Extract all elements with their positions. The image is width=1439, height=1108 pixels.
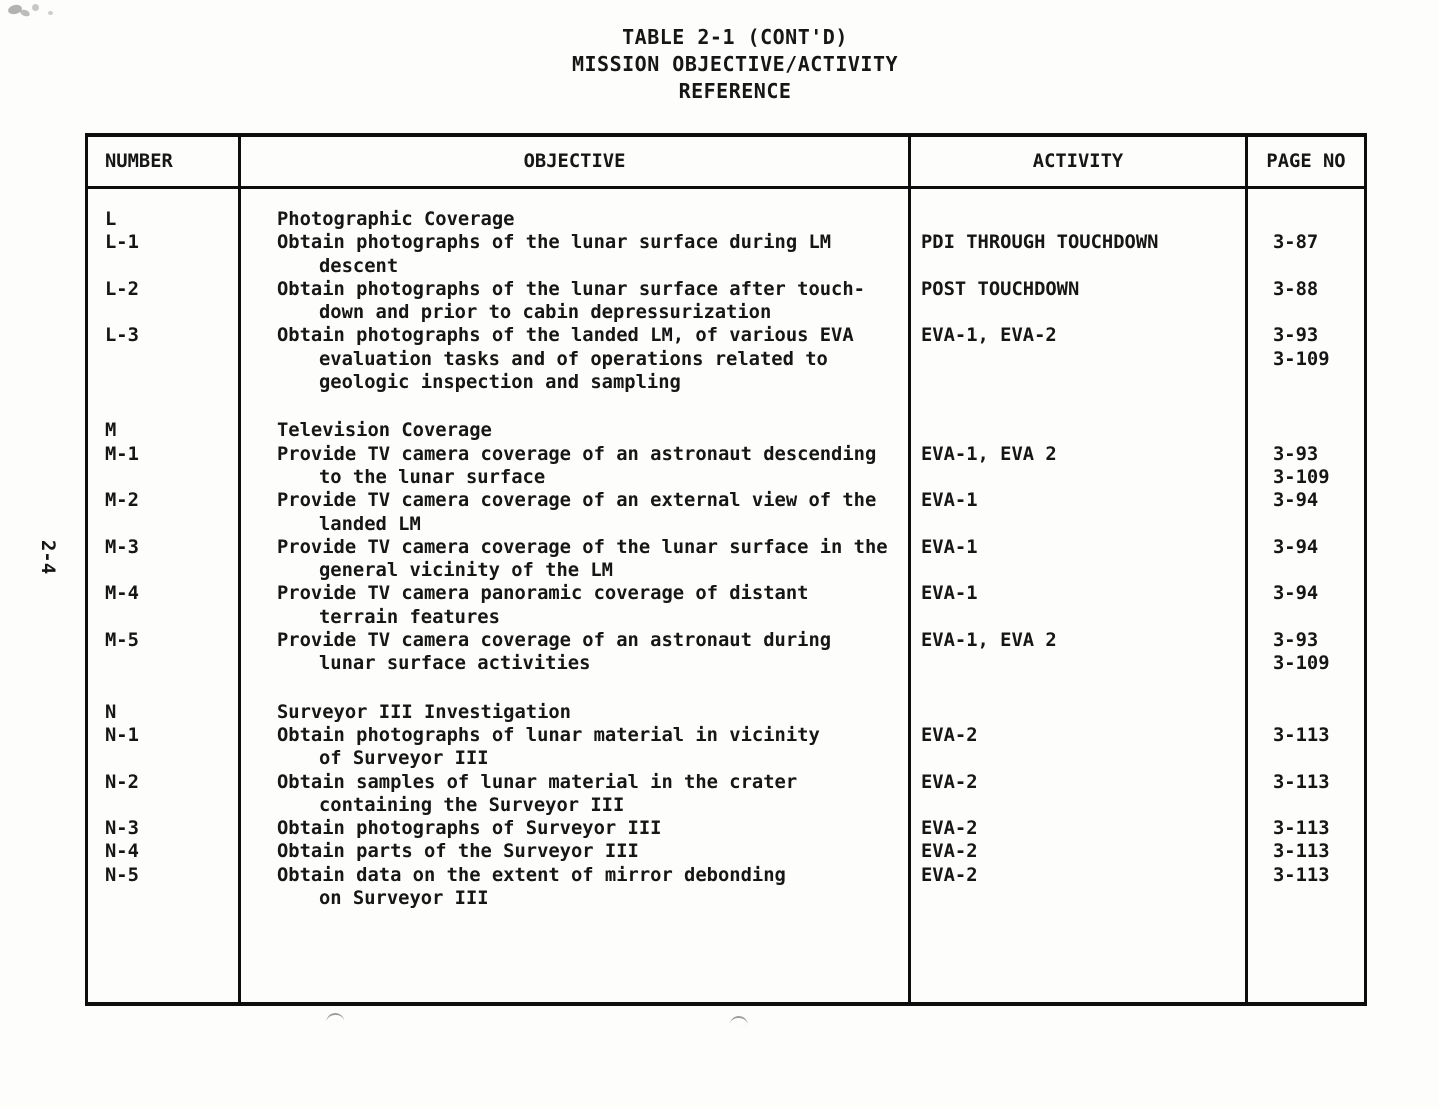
- objective-line: Obtain samples of lunar material in the crater: [277, 771, 798, 793]
- row-number: N-3: [105, 818, 139, 840]
- page-number: 3-87: [1273, 232, 1319, 254]
- row-number: L-2: [105, 278, 139, 300]
- row-number: N-2: [105, 771, 139, 793]
- table-row: [88, 864, 1364, 911]
- table-row: [88, 278, 1364, 325]
- objective-line: evaluation tasks and of operations related to: [319, 348, 828, 370]
- activity-value: EVA-1: [921, 583, 978, 605]
- table-row: [88, 231, 1364, 278]
- section-spacer: [88, 394, 1364, 419]
- page-number: 3-94: [1273, 583, 1319, 605]
- page-number: 3-109: [1273, 348, 1330, 370]
- objective-line: terrain features: [319, 606, 500, 628]
- row-number: L-1: [105, 232, 139, 254]
- page-number: 3-109: [1273, 653, 1330, 675]
- objective-line: of Surveyor III: [319, 748, 489, 770]
- activity-value: EVA-2: [921, 841, 978, 863]
- scan-smudge: [6, 2, 66, 24]
- table-header-row: [88, 137, 1364, 189]
- title-line-3: REFERENCE: [678, 79, 792, 103]
- row-number: N-5: [105, 864, 139, 886]
- objective-line: containing the Surveyor III: [319, 794, 625, 816]
- objective-line: Obtain photographs of lunar material in vicinity: [277, 724, 820, 746]
- activity-value: POST TOUCHDOWN: [921, 278, 1080, 300]
- table-row: [88, 817, 1364, 840]
- activity-value: EVA-2: [921, 771, 978, 793]
- objective-line: Photographic Coverage: [277, 209, 515, 230]
- page-number: 3-94: [1273, 490, 1319, 512]
- table-row: [88, 536, 1364, 583]
- table-row: [88, 629, 1364, 676]
- objective-line: Obtain parts of the Surveyor III: [277, 841, 639, 863]
- objective-line: Provide TV camera coverage of an astronaut during: [277, 630, 832, 652]
- row-number: M: [105, 420, 117, 442]
- row-number: N-4: [105, 841, 139, 863]
- row-number: M-1: [105, 443, 139, 465]
- page-number: 3-113: [1273, 771, 1330, 793]
- objective-line: Provide TV camera coverage of the lunar surface in the: [277, 536, 888, 558]
- table-row: [88, 189, 1364, 231]
- row-number: L: [105, 209, 117, 230]
- activity-value: PDI THROUGH TOUCHDOWN: [921, 232, 1159, 254]
- activity-value: EVA-2: [921, 818, 978, 840]
- page-number: 3-113: [1273, 818, 1330, 840]
- table-row: [88, 443, 1364, 490]
- row-number: L-3: [105, 325, 139, 347]
- page-number: 3-94: [1273, 536, 1319, 558]
- activity-value: EVA-1, EVA 2: [921, 443, 1057, 465]
- table-row: [88, 724, 1364, 771]
- row-number: M-2: [105, 490, 139, 512]
- objective-line: Television Coverage: [277, 420, 492, 442]
- table-body: [88, 189, 1364, 1002]
- objective-line: descent: [319, 255, 399, 277]
- row-number: N: [105, 701, 117, 723]
- table-empty-space: [88, 910, 1364, 1002]
- page-number: 3-93: [1273, 325, 1319, 347]
- objective-line: Obtain photographs of the landed LM, of various EVA: [277, 325, 854, 347]
- activity-value: EVA-1, EVA-2: [921, 325, 1057, 347]
- objective-line: geologic inspection and sampling: [319, 372, 681, 394]
- header-cell-number: NUMBER: [105, 151, 173, 172]
- row-number: M-4: [105, 583, 139, 605]
- page-title: [335, 24, 1135, 105]
- header-cell-activity: ACTIVITY: [908, 137, 1245, 186]
- page-number: 3-109: [1273, 466, 1330, 488]
- table-row: [88, 419, 1364, 442]
- row-number: M-3: [105, 536, 139, 558]
- scan-mark: [730, 1016, 748, 1026]
- activity-value: EVA-2: [921, 864, 978, 886]
- header-cell-page-no: PAGE NO: [1245, 137, 1364, 186]
- objective-line: Obtain data on the extent of mirror debonding: [277, 864, 786, 886]
- objective-line: general vicinity of the LM: [319, 560, 613, 582]
- page-number: 3-113: [1273, 724, 1330, 746]
- activity-value: EVA-1, EVA 2: [921, 630, 1057, 652]
- page-number: 3-113: [1273, 841, 1330, 863]
- activity-value: EVA-2: [921, 724, 978, 746]
- page-number: 3-113: [1273, 864, 1330, 886]
- scan-mark: [326, 1012, 345, 1022]
- row-number: N-1: [105, 724, 139, 746]
- header-cell-objective: OBJECTIVE: [238, 137, 908, 186]
- page-number: 3-88: [1273, 278, 1319, 300]
- objective-line: Surveyor III Investigation: [277, 701, 571, 723]
- page-number: 3-93: [1273, 630, 1319, 652]
- activity-value: EVA-1: [921, 536, 978, 558]
- page-number: 3-93: [1273, 443, 1319, 465]
- objective-line: on Surveyor III: [319, 888, 489, 910]
- side-page-label: 2-4: [37, 539, 59, 575]
- objective-line: Provide TV camera panoramic coverage of distant: [277, 583, 809, 605]
- section-spacer: [88, 676, 1364, 701]
- table-row: [88, 701, 1364, 724]
- objective-line: to the lunar surface: [319, 466, 546, 488]
- row-number: M-5: [105, 630, 139, 652]
- objective-line: landed LM: [319, 513, 421, 535]
- title-line-1: TABLE 2-1 (CONT'D): [622, 25, 848, 49]
- objective-line: Obtain photographs of the lunar surface after touch-: [277, 278, 865, 300]
- objective-line: Obtain photographs of the lunar surface during LM: [277, 232, 832, 254]
- table-row: [88, 489, 1364, 536]
- table-row: [88, 771, 1364, 818]
- table-row: [88, 324, 1364, 394]
- table-row: [88, 840, 1364, 863]
- objective-line: Provide TV camera coverage of an astronaut descending: [277, 443, 877, 465]
- mission-objective-table: [85, 133, 1367, 1006]
- table-row: [88, 582, 1364, 629]
- objective-line: Provide TV camera coverage of an external view of the: [277, 490, 877, 512]
- objective-line: down and prior to cabin depressurization: [319, 302, 772, 324]
- activity-value: EVA-1: [921, 490, 978, 512]
- objective-line: Obtain photographs of Surveyor III: [277, 818, 662, 840]
- objective-line: lunar surface activities: [319, 653, 591, 675]
- title-line-2: MISSION OBJECTIVE/ACTIVITY: [571, 52, 899, 76]
